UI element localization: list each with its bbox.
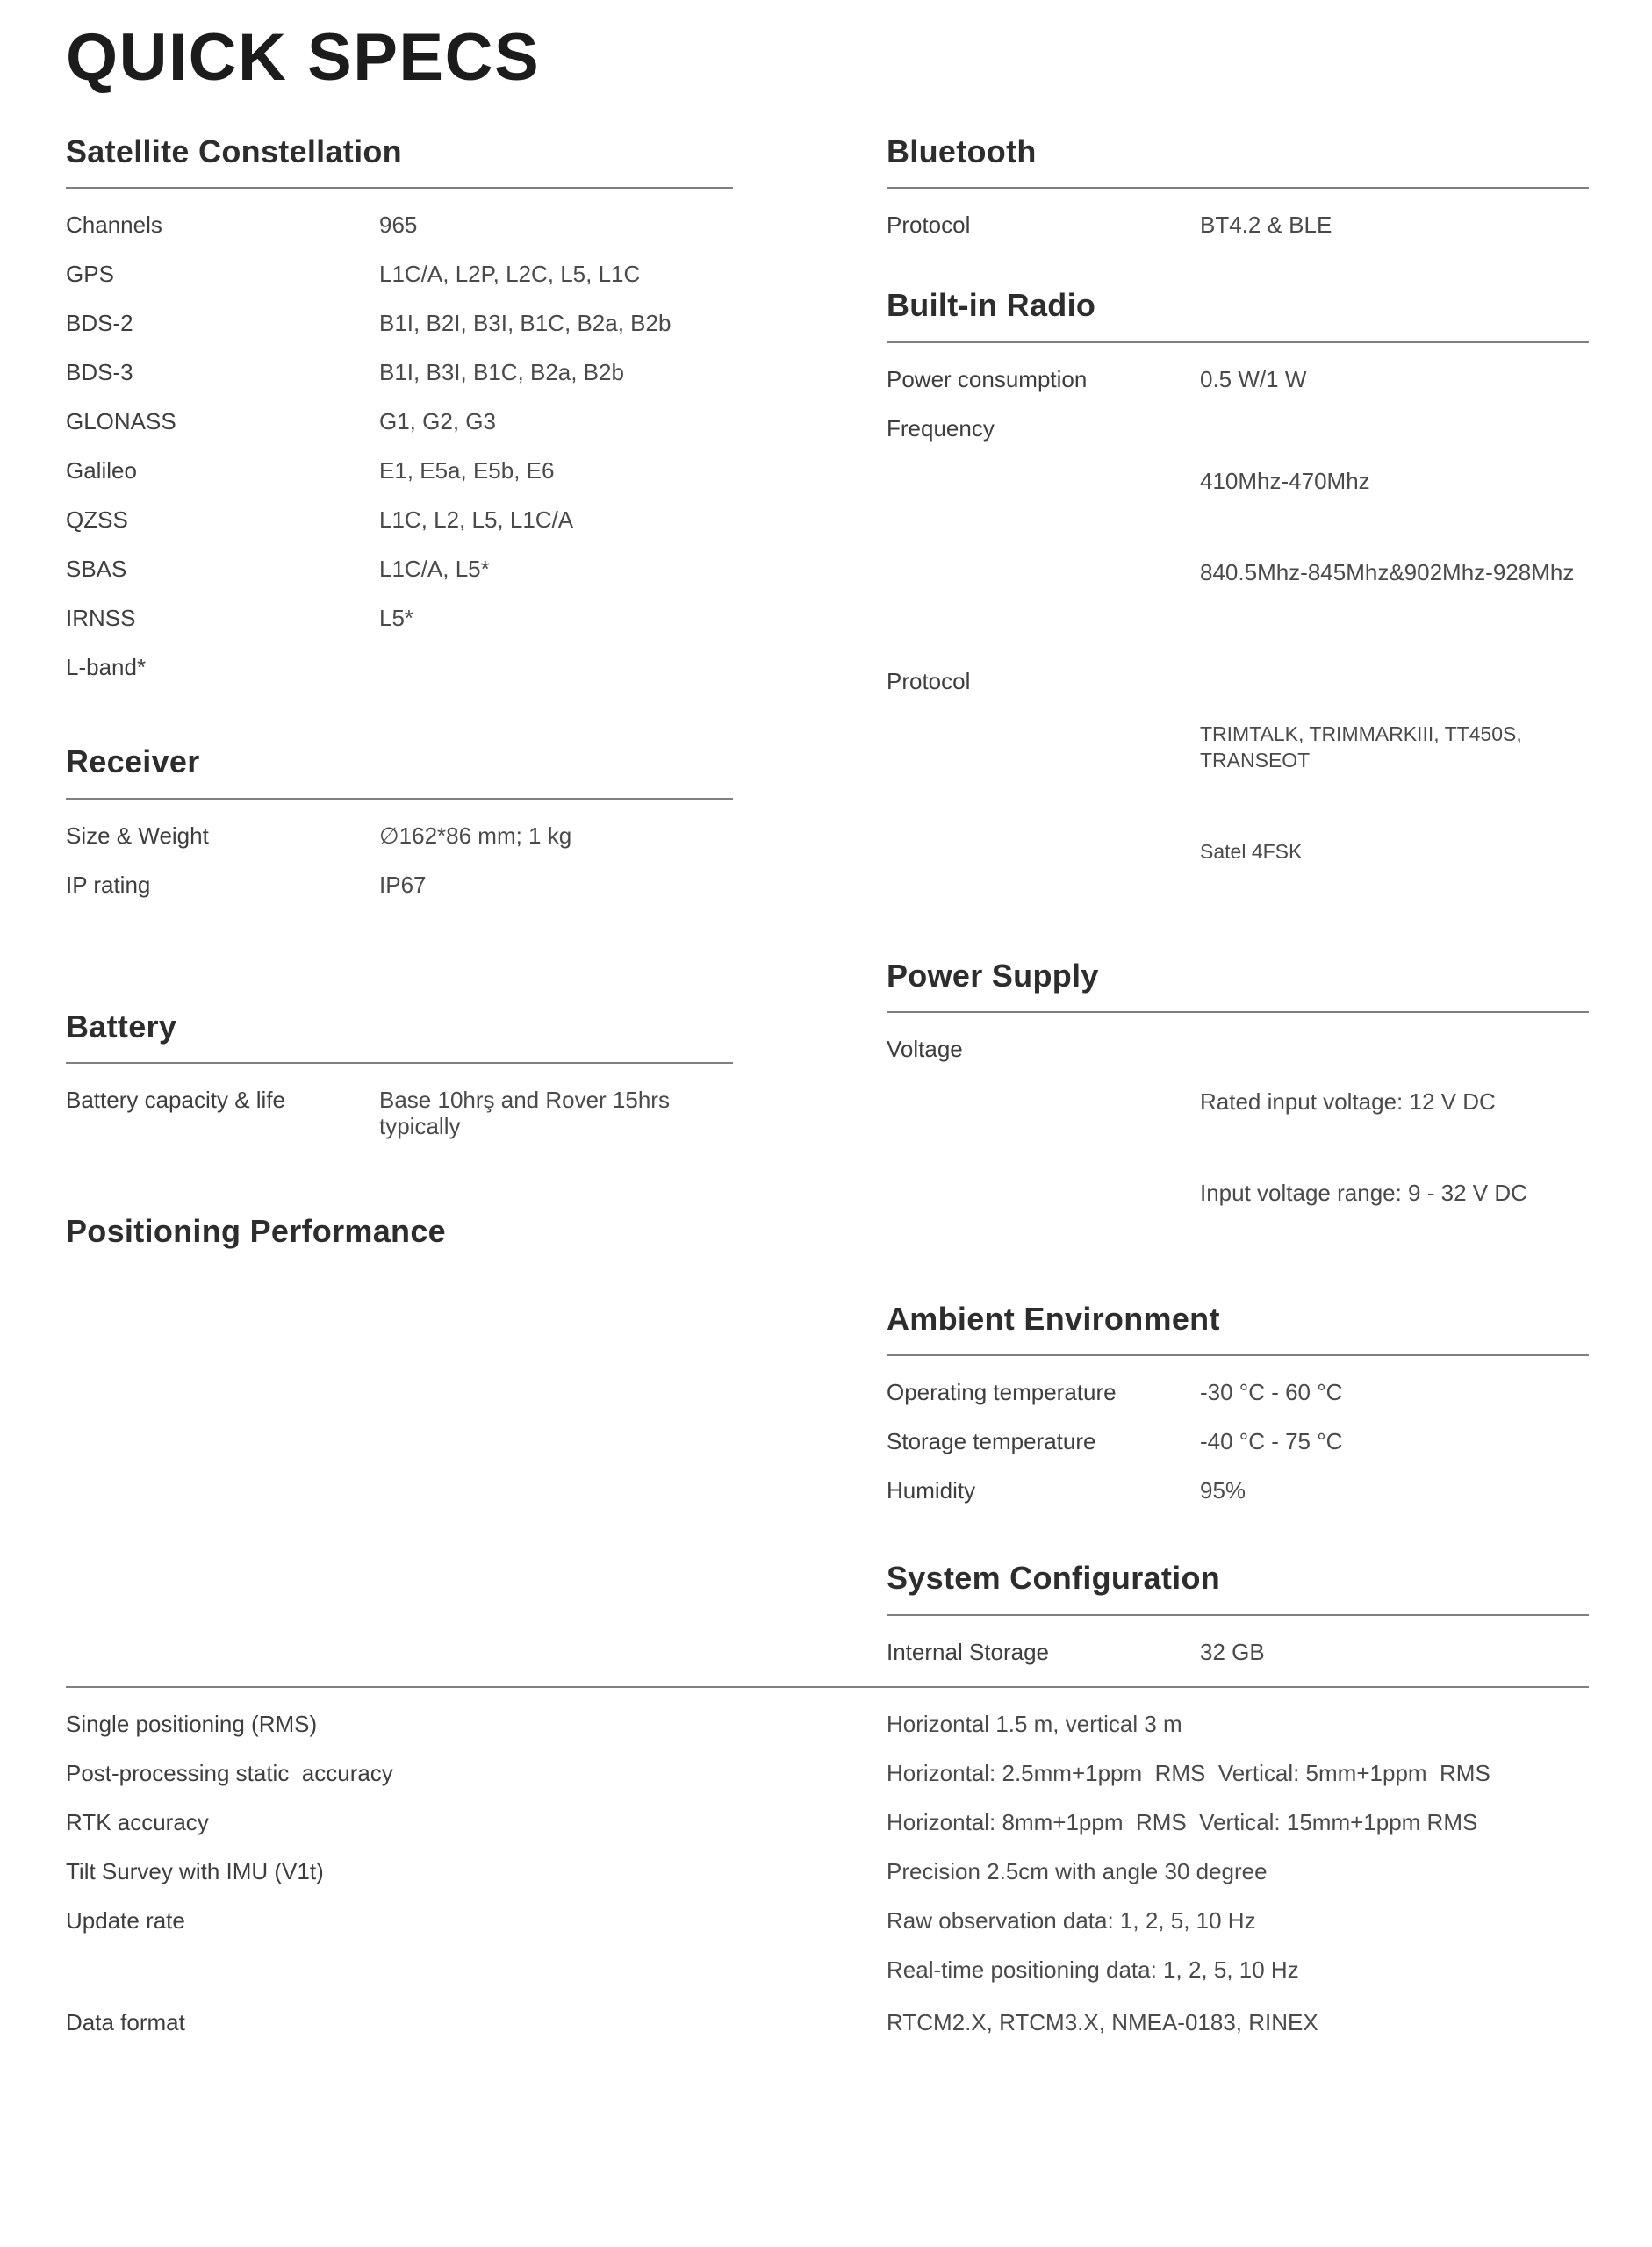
- spec-value: [379, 822, 733, 849]
- spec-value-line: Base 10hrş and Rover 15hrs typically: [379, 1086, 683, 1139]
- spec-value-line: 840.5Mhz-845Mhz&902Mhz-928Mhz: [1200, 558, 1575, 585]
- spec-row: [66, 310, 733, 336]
- spec-value-line: ∅162*86 mm; 1 kg: [379, 822, 572, 849]
- spec-value: [1200, 1477, 1589, 1504]
- spec-rows: [66, 212, 733, 680]
- spec-row: [66, 1760, 1589, 1786]
- spec-label: BDS-2: [66, 310, 133, 337]
- spec-label: IRNSS: [66, 605, 136, 632]
- spec-row: [66, 822, 733, 849]
- spec-value-line: 965: [379, 212, 418, 239]
- spec-label: Data format: [66, 2008, 185, 2035]
- spec-value-line: Precision 2.5cm with angle 30 degree: [887, 1857, 1268, 1884]
- spec-row: [66, 457, 733, 484]
- spec-rows: [887, 212, 1589, 238]
- spec-value: [887, 1956, 1589, 1983]
- spec-value: [379, 506, 733, 533]
- section-title: System Configuration: [887, 1560, 1221, 1597]
- spec-row: [66, 556, 733, 582]
- spec-label: Channels: [66, 212, 162, 239]
- spec-rows: [66, 1087, 733, 1139]
- spec-label: Operating temperature: [887, 1379, 1117, 1406]
- spec-label: QZSS: [66, 506, 128, 534]
- spec-value: [1200, 668, 1589, 917]
- spec-row: [887, 1428, 1589, 1454]
- spec-value: [887, 1711, 1589, 1737]
- spec-value: [887, 1760, 1589, 1786]
- spec-label: Protocol: [887, 667, 971, 694]
- section-divider: [887, 1614, 1589, 1616]
- spec-row: [887, 1639, 1589, 1665]
- spec-value: [887, 1907, 1589, 1934]
- spec-value-line: RTCM2.X, RTCM3.X, NMEA-0183, RINEX: [887, 2008, 1318, 2035]
- spec-value-line: Real-time positioning data: 1, 2, 5, 10 Hz: [887, 1956, 1299, 1983]
- positioning-rows: [66, 1711, 1589, 2035]
- section-title: Ambient Environment: [887, 1300, 1220, 1337]
- spec-label: Single positioning (RMS): [66, 1710, 318, 1737]
- section-title: Receiver: [66, 743, 200, 780]
- spec-label: SBAS: [66, 556, 127, 583]
- spec-row: [887, 1379, 1589, 1405]
- spec-value-line: L1C/A, L2P, L2C, L5, L1C: [379, 261, 641, 288]
- spec-value-line: -30 °C - 60 °C: [1200, 1379, 1343, 1406]
- spec-value: [1200, 212, 1589, 238]
- section-ambient-environment: [887, 1301, 1589, 1504]
- section-title: Battery: [66, 1008, 177, 1045]
- spec-label: Voltage: [887, 1035, 963, 1062]
- spec-value-line: Horizontal: 8mm+1ppm RMS Vertical: 15mm+1ppm RMS: [887, 1808, 1478, 1835]
- spec-label: Internal Storage: [887, 1638, 1050, 1665]
- section-title: Positioning Performance: [66, 1212, 446, 1249]
- spec-row: [66, 1858, 1589, 1884]
- spec-label: BDS-3: [66, 359, 133, 386]
- column-gap: [733, 133, 887, 1665]
- spec-row: [66, 506, 733, 533]
- spec-label: Storage temperature: [887, 1428, 1096, 1455]
- spec-value-line: Rated input voltage: 12 V DC: [1200, 1088, 1496, 1115]
- spec-value: [887, 2009, 1589, 2035]
- spec-value: [379, 359, 733, 385]
- spec-value-line: 410Mhz-470Mhz: [1200, 467, 1370, 494]
- spec-value-line: 95%: [1200, 1477, 1246, 1504]
- spec-label: GPS: [66, 261, 114, 288]
- spec-value-line: TRIMTALK, TRIMMARKIII, TT450S, TRANSEOT: [1200, 721, 1527, 772]
- spec-value: [379, 310, 733, 336]
- spec-value-line: E1, E5a, E5b, E6: [379, 457, 555, 485]
- spec-label: Post-processing static accuracy: [66, 1759, 393, 1786]
- section-divider: [66, 798, 733, 800]
- section-divider: [887, 341, 1589, 343]
- spec-label: GLONASS: [66, 408, 176, 435]
- spec-row: [887, 668, 1589, 917]
- spec-label: L-band*: [66, 654, 147, 681]
- spec-row: [66, 872, 733, 898]
- spec-value-line: -40 °C - 75 °C: [1200, 1428, 1343, 1455]
- spec-rows: [66, 822, 733, 898]
- section-positioning-header: [66, 1213, 733, 1249]
- spec-label: Battery capacity & life: [66, 1086, 285, 1113]
- spec-label: Update rate: [66, 1906, 185, 1934]
- spec-row: [887, 1036, 1589, 1259]
- spec-row: [887, 212, 1589, 238]
- section-satellite-constellation: [66, 133, 733, 680]
- spec-value: [887, 1809, 1589, 1835]
- spec-value-line: L1C/A, L5*: [379, 556, 490, 583]
- spec-value: [379, 457, 733, 484]
- spec-value-line: B1I, B2I, B3I, B1C, B2a, B2b: [379, 310, 672, 337]
- section-divider: [887, 1011, 1589, 1013]
- spec-rows: [887, 1379, 1589, 1504]
- spec-label: Size & Weight: [66, 822, 209, 849]
- spec-value: [1200, 415, 1589, 638]
- spec-rows: [887, 366, 1589, 917]
- spec-label: Frequency: [887, 414, 995, 442]
- spec-value: [1200, 1379, 1589, 1405]
- spec-value-line: Satel 4FSK: [1200, 839, 1303, 863]
- positioning-divider: [66, 1686, 1589, 1688]
- section-built-in-radio: [887, 287, 1589, 916]
- spec-value: [379, 408, 733, 434]
- spec-row: [66, 1907, 1589, 1934]
- spec-row: [66, 1087, 733, 1139]
- spec-row: [887, 366, 1589, 392]
- spec-row: [887, 1477, 1589, 1504]
- spec-value-line: BT4.2 & BLE: [1200, 212, 1332, 239]
- section-battery: [66, 1009, 733, 1139]
- section-title: Bluetooth: [887, 133, 1037, 169]
- section-divider: [887, 187, 1589, 189]
- spec-value-line: IP67: [379, 871, 427, 898]
- section-receiver: [66, 743, 733, 897]
- spec-value: [379, 556, 733, 582]
- spec-row: [66, 261, 733, 287]
- spec-value: [379, 872, 733, 898]
- spec-row: [66, 1956, 1589, 1983]
- spec-label: Protocol: [887, 212, 971, 239]
- page-title: QUICK SPECS: [66, 20, 541, 95]
- spec-label: IP rating: [66, 871, 151, 898]
- spec-row: [66, 605, 733, 631]
- spec-row: [66, 359, 733, 385]
- spec-row: [66, 1809, 1589, 1835]
- section-divider: [66, 1062, 733, 1064]
- spec-label: Humidity: [887, 1477, 976, 1504]
- spec-label: Power consumption: [887, 365, 1088, 392]
- spec-row: [66, 1711, 1589, 1737]
- section-power-supply: [887, 958, 1589, 1259]
- spec-value-line: 0.5 W/1 W: [1200, 365, 1307, 392]
- spec-value: [379, 605, 733, 631]
- spec-value-line: Horizontal 1.5 m, vertical 3 m: [887, 1710, 1182, 1737]
- section-title: Power Supply: [887, 957, 1099, 994]
- spec-value-line: 32 GB: [1200, 1638, 1265, 1665]
- section-title: Built-in Radio: [887, 287, 1096, 324]
- section-title: Satellite Constellation: [66, 133, 402, 169]
- two-column-layout: [66, 133, 1589, 1665]
- spec-row: [66, 212, 733, 238]
- spec-value: [1200, 1639, 1589, 1665]
- spec-rows: [887, 1639, 1589, 1665]
- spec-label: Tilt Survey with IMU (V1t): [66, 1857, 324, 1884]
- left-column: [66, 133, 733, 1665]
- right-column: [887, 133, 1589, 1665]
- spec-row: [66, 408, 733, 434]
- spec-value-line: B1I, B3I, B1C, B2a, B2b: [379, 359, 624, 386]
- section-bluetooth: [887, 133, 1589, 238]
- spec-value-line: L5*: [379, 605, 414, 632]
- spec-value-line: L1C, L2, L5, L1C/A: [379, 506, 574, 534]
- spec-value-line: Raw observation data: 1, 2, 5, 10 Hz: [887, 1906, 1256, 1934]
- spec-row: [887, 415, 1589, 638]
- spec-value-line: Horizontal: 2.5mm+1ppm RMS Vertical: 5mm+1ppm RMS: [887, 1759, 1490, 1786]
- spec-value: [1200, 1428, 1589, 1454]
- spec-rows: [887, 1036, 1589, 1259]
- section-divider: [66, 187, 733, 189]
- spec-value: [1200, 1036, 1589, 1259]
- spec-label: RTK accuracy: [66, 1808, 209, 1835]
- section-divider: [887, 1354, 1589, 1356]
- spec-row: [66, 2009, 1589, 2035]
- spec-row: [66, 654, 733, 680]
- spec-value: [379, 261, 733, 287]
- spec-value-line: G1, G2, G3: [379, 408, 496, 435]
- spec-value: [1200, 366, 1589, 392]
- spec-value: [379, 212, 733, 238]
- spec-value: [379, 1087, 733, 1139]
- spec-value-line: Input voltage range: 9 - 32 V DC: [1200, 1179, 1527, 1206]
- spec-value: [887, 1858, 1589, 1884]
- section-system-configuration: [887, 1560, 1589, 1664]
- spec-label: Galileo: [66, 457, 137, 485]
